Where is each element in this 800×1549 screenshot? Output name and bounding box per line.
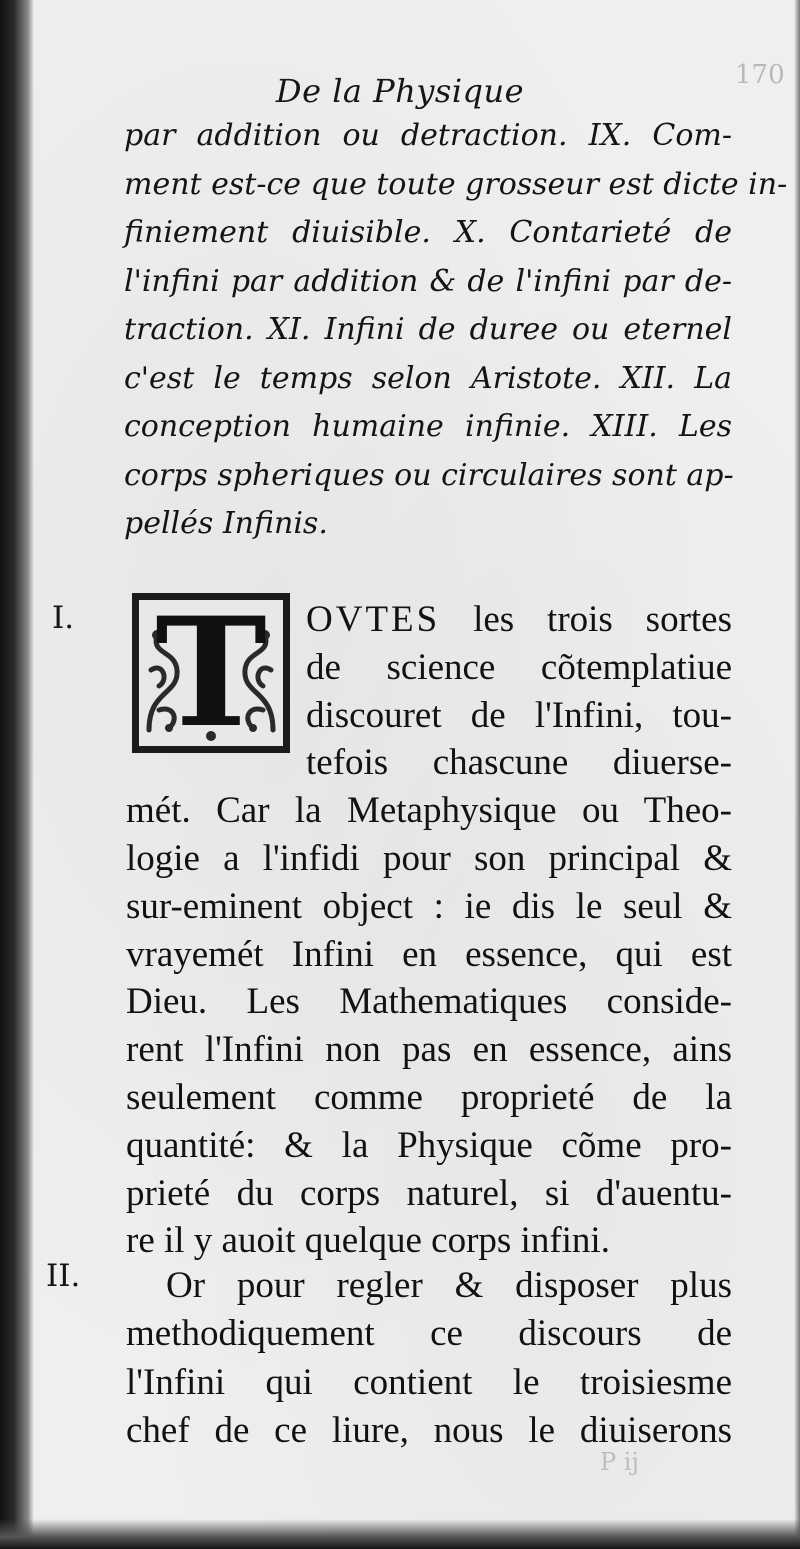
paragraph-line: de science cõtemplatiue xyxy=(306,646,732,688)
summary-line: conception humaine infinie. XIII. Les xyxy=(124,409,732,444)
paragraph-line: quantité: & la Physique cõme pro- xyxy=(126,1124,732,1166)
paragraph-line: Or pour regler & disposer plus xyxy=(166,1265,732,1306)
paragraph-line: methodiquement ce discours de xyxy=(126,1313,732,1355)
running-head: De la Physique xyxy=(275,72,525,110)
paragraph-line: chef de ce liure, nous le diuiserons xyxy=(126,1409,732,1451)
paragraph-line: sur-eminent object : ie dis le seul & xyxy=(126,885,732,927)
summary-line: pellés Infinis. xyxy=(124,506,328,541)
scan-edge-left xyxy=(0,0,34,1549)
paragraph-line: Dieu. Les Mathematiques conside- xyxy=(126,981,732,1023)
summary-line: traction. XI. Infini de duree ou eternel xyxy=(124,312,732,347)
paragraph-line: seulement comme proprieté de la xyxy=(126,1076,732,1118)
margin-number-ii: II. xyxy=(46,1258,81,1294)
paragraph-line: rent l'Infini non pas en essence, ains xyxy=(126,1029,732,1071)
ghost-page-number: 170 xyxy=(735,60,785,90)
paragraph-line: re il y auoit quelque corps infini. xyxy=(126,1220,610,1262)
initial-frame xyxy=(139,600,283,746)
chapter-summary xyxy=(124,112,788,549)
paragraph-2 xyxy=(126,1262,732,1455)
decorated-initial xyxy=(132,593,290,753)
paragraph-line: mét. Car la Metaphysique ou Theo- xyxy=(126,790,732,832)
paragraph-line: prieté du corps naturel, si d'auentu- xyxy=(126,1172,732,1214)
summary-line: ment est-ce que toute grosseur est dicte in- xyxy=(124,166,788,202)
paragraph-line-text: les trois sortes xyxy=(440,599,732,640)
summary-line: par addition ou detraction. IX. Com- xyxy=(124,118,732,153)
signature-mark: P ij xyxy=(600,1448,639,1476)
margin-number-i: I. xyxy=(52,600,75,636)
paragraph-line: vrayemét Infini en essence, qui est xyxy=(126,933,732,975)
summary-line: c'est le temps selon Aristote. XII. La xyxy=(124,360,732,396)
scan-edge-bottom xyxy=(0,1519,800,1549)
scan-edge-right xyxy=(794,0,800,1549)
summary-line: corps spheriques ou circulaires sont ap- xyxy=(124,457,734,493)
initial-letter: T xyxy=(155,600,267,746)
summary-line: l'infini par addition & de l'infini par de- xyxy=(124,263,732,299)
paragraph-line: l'Infini qui contient le troisiesme xyxy=(126,1361,732,1403)
paragraph-line: tefois chascune diuerse- xyxy=(306,742,732,784)
summary-line: finiement diuisible. X. Contarieté de xyxy=(124,215,732,250)
opening-word: OVTES xyxy=(306,599,441,640)
paragraph-line: logie a l'infidi pour son principal & xyxy=(126,837,732,879)
paragraph-line: discouret de l'Infini, tou- xyxy=(306,694,732,736)
